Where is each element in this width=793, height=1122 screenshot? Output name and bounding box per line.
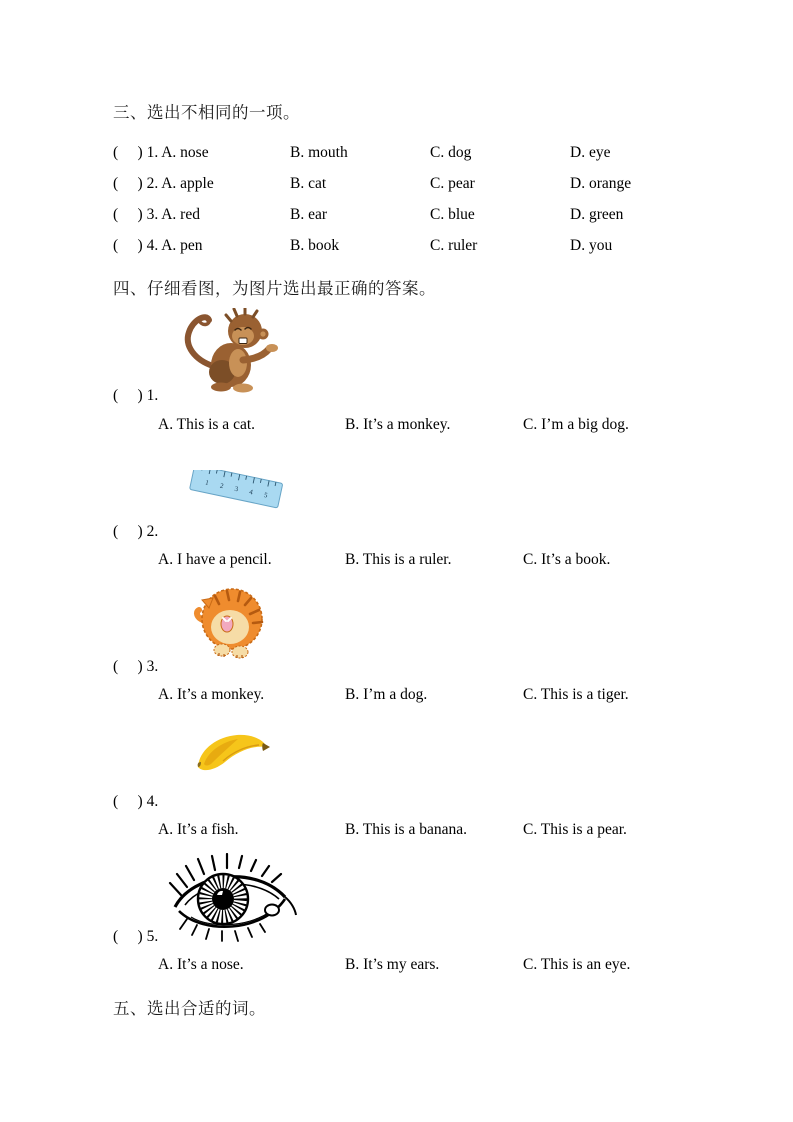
q-option-d: D. you bbox=[570, 237, 613, 254]
q-option-c: C. This is an eye. bbox=[523, 956, 631, 973]
tiger-image bbox=[193, 584, 271, 660]
q-option-d: D. green bbox=[570, 206, 624, 223]
section3-title: 三、选出不相同的一项。 bbox=[113, 104, 300, 122]
ruler-number: 3 bbox=[233, 484, 239, 494]
q-option-c: C. This is a pear. bbox=[523, 821, 627, 838]
q-option-b: B. It’s a monkey. bbox=[345, 416, 451, 433]
q-option-d: D. orange bbox=[570, 175, 632, 192]
q-option-c: C. blue bbox=[430, 206, 475, 223]
q-row-lead: ( ) 1. bbox=[113, 387, 159, 404]
q-option-a: A. I have a pencil. bbox=[158, 551, 272, 568]
q-row-lead: ( ) 3. bbox=[113, 658, 159, 675]
q-row-lead: ( ) 3. A. red bbox=[113, 206, 200, 223]
q-row-lead: ( ) 5. bbox=[113, 928, 159, 945]
q-row-lead: ( ) 2. bbox=[113, 523, 159, 540]
q-option-b: B. mouth bbox=[290, 144, 348, 161]
q-option-b: B. cat bbox=[290, 175, 327, 192]
q-row-lead: ( ) 1. A. nose bbox=[113, 144, 209, 161]
eye-image bbox=[163, 853, 298, 945]
ruler-number: 2 bbox=[219, 481, 225, 491]
monkey-image bbox=[179, 308, 286, 394]
q-option-c: C. pear bbox=[430, 175, 475, 192]
q-row-lead: ( ) 4. A. pen bbox=[113, 237, 203, 254]
ruler-number: 5 bbox=[263, 490, 269, 500]
q-option-a: A. It’s a monkey. bbox=[158, 686, 265, 703]
q-option-c: C. This is a tiger. bbox=[523, 686, 629, 703]
q-option-c: C. ruler bbox=[430, 237, 478, 254]
q-row-lead: ( ) 4. bbox=[113, 793, 159, 810]
q-option-b: B. This is a ruler. bbox=[345, 551, 452, 568]
ruler-number: 1 bbox=[204, 478, 210, 488]
q-option-a: A. This is a cat. bbox=[158, 416, 256, 433]
q-option-b: B. ear bbox=[290, 206, 328, 223]
banana-image bbox=[193, 730, 271, 778]
q-option-b: B. This is a banana. bbox=[345, 821, 467, 838]
q-option-d: D. eye bbox=[570, 144, 611, 161]
q-option-b: B. I’m a dog. bbox=[345, 686, 428, 703]
q-option-c: C. dog bbox=[430, 144, 472, 161]
q-option-c: C. It’s a book. bbox=[523, 551, 611, 568]
q-option-a: A. It’s a fish. bbox=[158, 821, 239, 838]
q-option-a: A. It’s a nose. bbox=[158, 956, 244, 973]
q-option-c: C. I’m a big dog. bbox=[523, 416, 629, 433]
q-option-b: B. book bbox=[290, 237, 340, 254]
q-option-b: B. It’s my ears. bbox=[345, 956, 440, 973]
section4-title: 四、仔细看图，为图片选出最正确的答案。 bbox=[113, 280, 436, 298]
ruler-image bbox=[186, 470, 291, 518]
section5-title: 五、选出合适的词。 bbox=[113, 1000, 266, 1018]
q-row-lead: ( ) 2. A. apple bbox=[113, 175, 214, 192]
ruler-number: 4 bbox=[248, 487, 254, 497]
